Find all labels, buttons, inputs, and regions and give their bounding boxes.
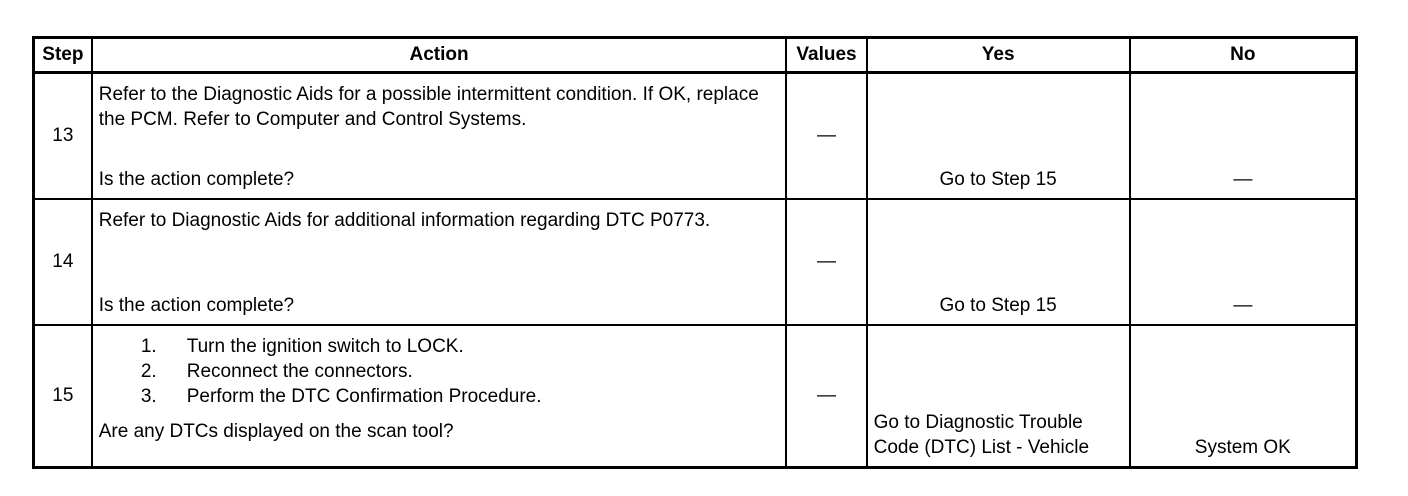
list-item-number: 2. — [140, 361, 157, 382]
yes-text[interactable]: Go to Step 15 — [939, 169, 1057, 190]
header-row — [34, 38, 1357, 73]
action-cell — [92, 73, 787, 200]
no-cell — [1130, 73, 1357, 200]
yes-text[interactable]: Go to Step 15 — [939, 295, 1057, 316]
yes-cell — [867, 199, 1130, 325]
step-number: 14 — [34, 199, 92, 325]
action-question: Is the action complete? — [98, 169, 295, 190]
action-cell — [92, 325, 787, 467]
table-row — [34, 199, 1357, 325]
action-text: Refer to the Diagnostic Aids for a possible intermittent condition. If OK, replace the PCM. Refer to Computer and Control Systems. — [98, 84, 759, 130]
values-dash: — — [816, 251, 836, 272]
header-yes: Yes — [867, 38, 1130, 73]
no-text: — — [1233, 295, 1253, 316]
no-text: System OK — [1194, 436, 1291, 458]
list-item-text: Turn the ignition switch to LOCK. — [186, 336, 464, 357]
list-item — [99, 359, 780, 384]
values-cell — [786, 199, 866, 325]
values-dash: — — [816, 125, 836, 146]
values-dash: — — [816, 384, 836, 406]
action-text: Refer to Diagnostic Aids for additional information regarding DTC P0773. — [98, 210, 711, 231]
yes-text-line2[interactable]: Code (DTC) List - Vehicle — [873, 436, 1090, 458]
no-text: — — [1233, 169, 1253, 190]
step-number: 15 — [34, 325, 92, 467]
table-row — [34, 325, 1357, 467]
diagnostic-table — [32, 36, 1358, 469]
yes-cell — [867, 325, 1130, 467]
procedure-list — [99, 334, 780, 419]
action-question: Is the action complete? — [98, 295, 295, 316]
header-action: Action — [92, 38, 787, 73]
list-item-text: Perform the DTC Confirmation Procedure. — [186, 386, 542, 407]
yes-cell — [867, 73, 1130, 200]
values-cell — [786, 325, 866, 467]
list-item-text: Reconnect the connectors. — [186, 361, 413, 382]
list-item-number: 3. — [140, 386, 157, 407]
values-cell — [786, 73, 866, 200]
table-row — [34, 73, 1357, 200]
list-item-number: 1. — [140, 336, 157, 357]
header-step: Step — [34, 38, 92, 73]
header-values: Values — [786, 38, 866, 73]
yes-text-line1[interactable]: Go to Diagnostic Trouble — [873, 411, 1083, 433]
step-number: 13 — [34, 73, 92, 200]
no-cell — [1130, 199, 1357, 325]
list-item — [99, 384, 780, 409]
no-cell — [1130, 325, 1357, 467]
action-question: Are any DTCs displayed on the scan tool? — [98, 421, 454, 442]
list-item — [99, 334, 780, 359]
action-cell — [92, 199, 787, 325]
header-no: No — [1130, 38, 1357, 73]
